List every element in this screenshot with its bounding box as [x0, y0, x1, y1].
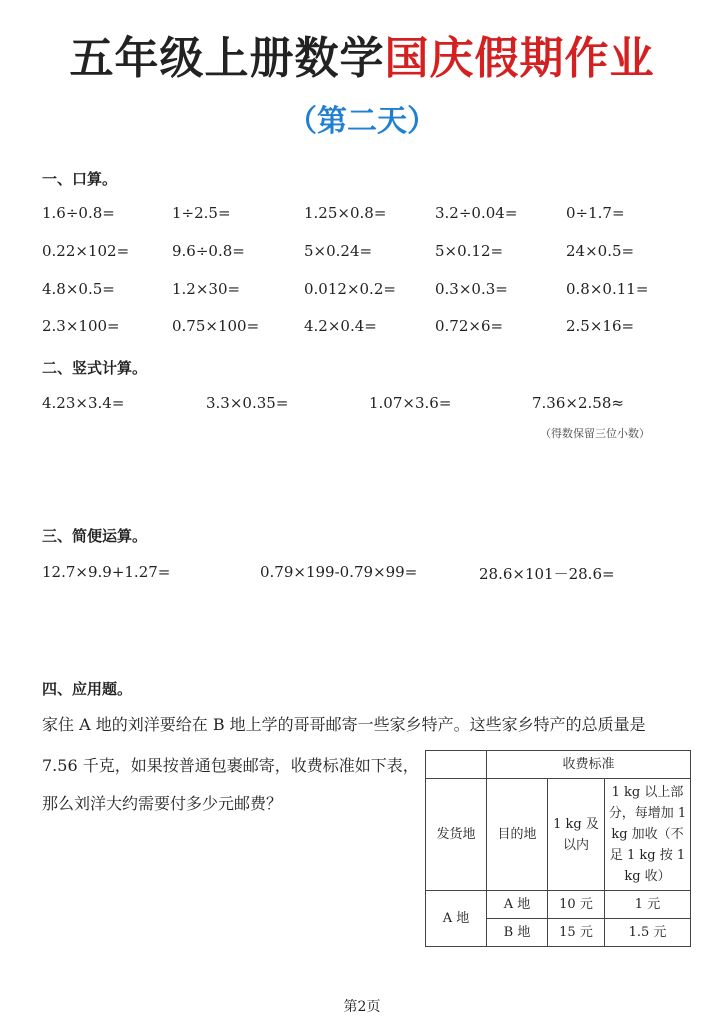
problem: 2.3×100= — [42, 317, 120, 335]
problem: 1.07×3.6= — [369, 394, 452, 412]
extra-fee-cell: 1.5 元 — [605, 919, 691, 947]
problem: 5×0.24= — [304, 242, 373, 260]
problem: 1.6÷0.8= — [42, 204, 115, 222]
title-main: 五年级上册数学 — [69, 33, 385, 84]
section3-heading: 三、简便运算。 — [42, 527, 148, 545]
page-title — [0, 22, 724, 86]
fee-table — [425, 750, 691, 947]
fee-table-header: 收费标准 — [487, 751, 691, 779]
problem: 1÷2.5= — [172, 204, 231, 222]
problem: 3.3×0.35= — [206, 394, 289, 412]
problem: 5×0.12= — [435, 242, 504, 260]
page-number: 第2页 — [343, 999, 381, 1015]
problem: 0.75×100= — [172, 317, 260, 335]
problem: 24×0.5= — [566, 242, 635, 260]
problem: 2.5×16= — [566, 317, 635, 335]
rounding-note: （得数保留三位小数） — [540, 427, 650, 440]
problem: 1.25×0.8= — [304, 204, 387, 222]
problem: 0.72×6= — [435, 317, 504, 335]
problem: 0.79×199-0.79×99= — [260, 563, 418, 581]
problem: 3.2÷0.04= — [435, 204, 518, 222]
problem: 9.6÷0.8= — [172, 242, 245, 260]
problem: 7.36×2.58≈ — [532, 394, 624, 412]
mental-math-row — [42, 317, 692, 339]
col-extra: 1 kg 以上部分，每增加 1 kg 加收（不足 1 kg 按 1 kg 收） — [605, 779, 691, 891]
problem: 0.012×0.2= — [304, 280, 396, 298]
page-subtitle: （第二天） — [287, 104, 437, 139]
problem: 12.7×9.9+1.27= — [42, 563, 171, 581]
dest-cell: B 地 — [487, 919, 548, 947]
problem: 0.8×0.11= — [566, 280, 649, 298]
problem: 0.22×102= — [42, 242, 130, 260]
dest-cell: A 地 — [487, 891, 548, 919]
problem: 4.8×0.5= — [42, 280, 115, 298]
problem: 4.2×0.4= — [304, 317, 377, 335]
col-from: 发货地 — [426, 779, 487, 891]
word-problem-line: 7.56 千克，如果按普通包裹邮寄，收费标准如下表， — [42, 756, 419, 775]
problem: 4.23×3.4= — [42, 394, 125, 412]
origin-cell: A 地 — [426, 891, 487, 947]
word-problem-line: 家住 A 地的刘洋要给在 B 地上学的哥哥邮寄一些家乡特产。这些家乡特产的总质量是 — [42, 715, 646, 734]
base-fee-cell: 10 元 — [548, 891, 605, 919]
section1-heading: 一、口算。 — [42, 170, 118, 188]
problem: 0÷1.7= — [566, 204, 625, 222]
extra-fee-cell: 1 元 — [605, 891, 691, 919]
fee-table-corner — [426, 751, 487, 779]
col-to: 目的地 — [487, 779, 548, 891]
section2-heading: 二、竖式计算。 — [42, 359, 148, 377]
base-fee-cell: 15 元 — [548, 919, 605, 947]
col-base: 1 kg 及以内 — [548, 779, 605, 891]
vertical-calc-row — [42, 394, 692, 416]
simplify-row — [42, 563, 692, 585]
title-highlight: 国庆假期作业 — [384, 33, 655, 84]
mental-math-row — [42, 280, 692, 302]
word-problem-line: 那么刘洋大约需要付多少元邮费？ — [42, 794, 283, 813]
problem: 0.3×0.3= — [435, 280, 508, 298]
problem: 1.2×30= — [172, 280, 241, 298]
section4-heading: 四、应用题。 — [42, 680, 133, 698]
mental-math-row — [42, 204, 692, 226]
problem: 28.6×101－28.6= — [479, 565, 615, 583]
mental-math-row — [42, 242, 692, 264]
